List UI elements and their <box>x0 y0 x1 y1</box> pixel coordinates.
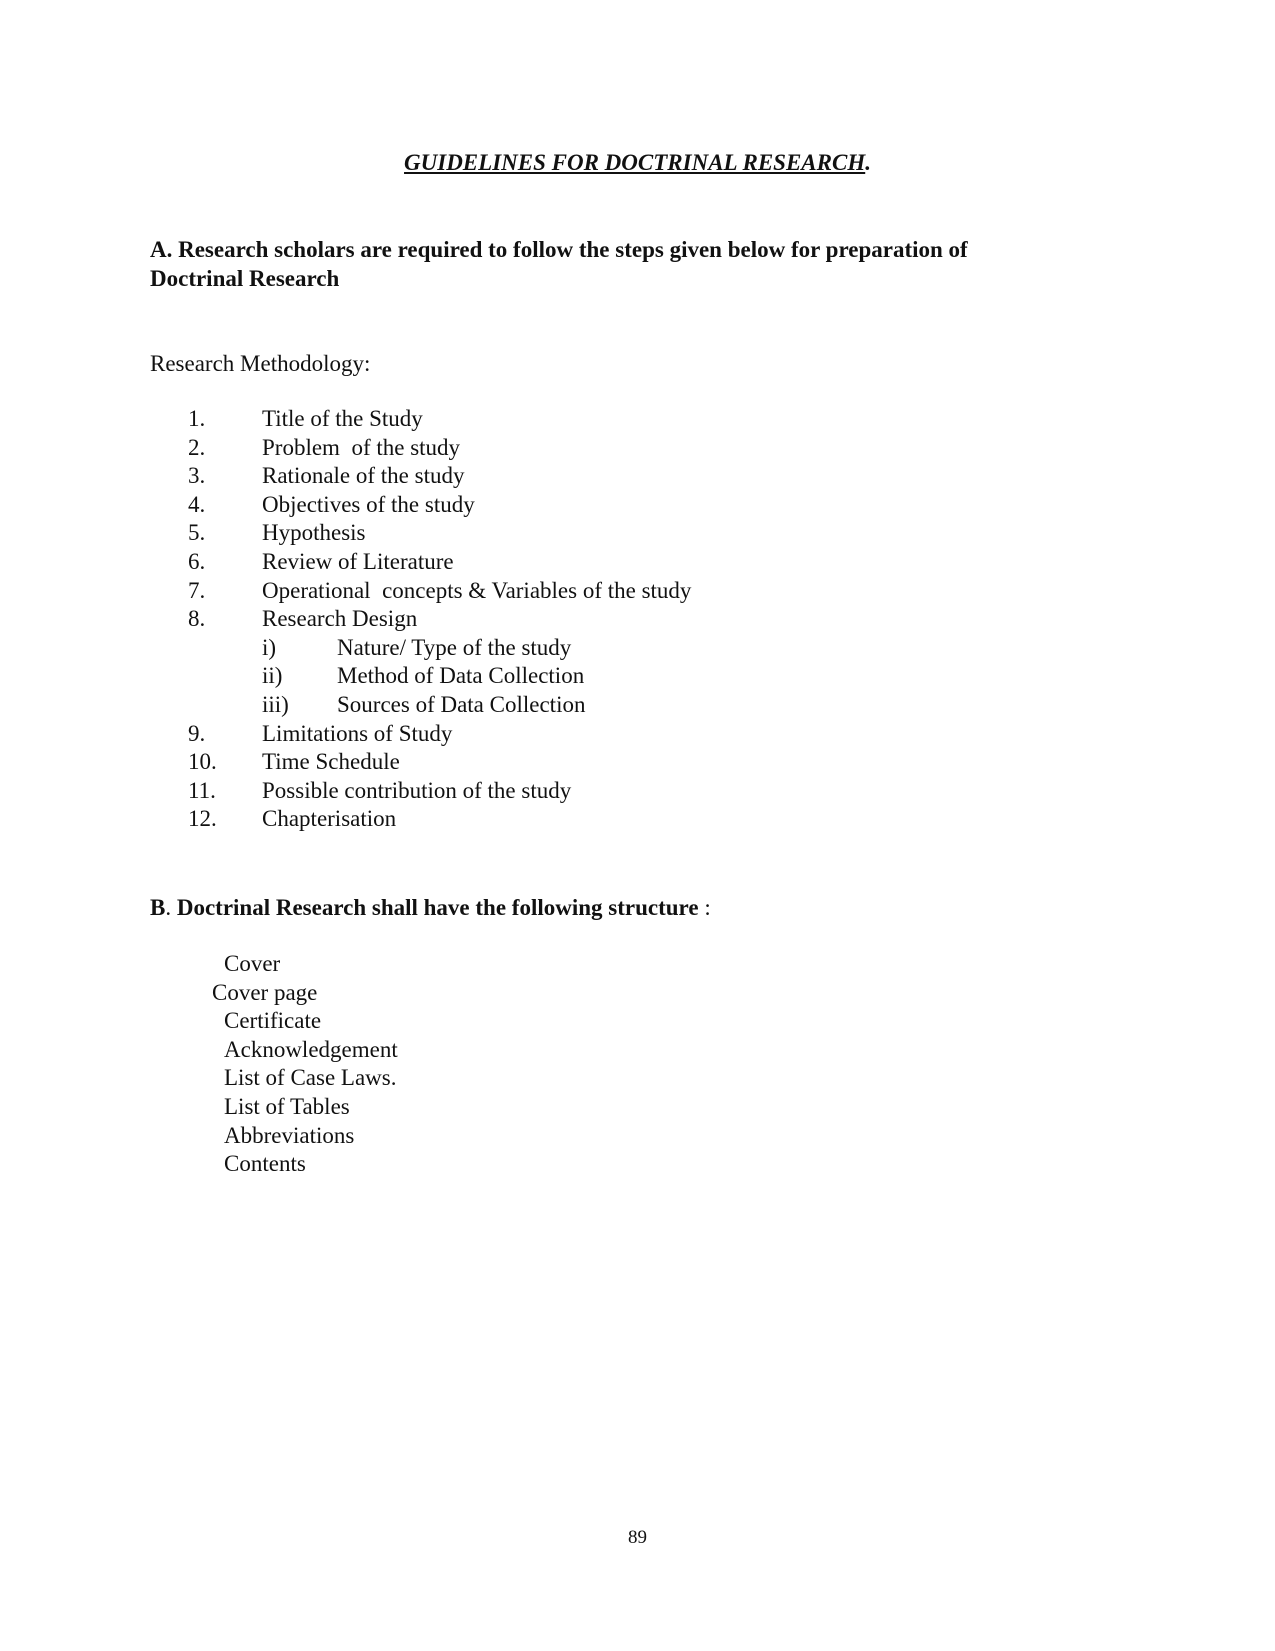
sub-list-item <box>188 662 1088 691</box>
page-title <box>0 148 1275 178</box>
section-a-heading-line-2: Doctrinal Research <box>150 266 340 291</box>
page-number: 89 <box>628 1527 647 1548</box>
sub-list-item-text: Nature/ Type of the study <box>337 634 572 660</box>
list-item <box>188 434 1088 463</box>
list-item-text: Review of Literature <box>262 548 454 574</box>
section-b-heading <box>150 893 711 922</box>
list-item-text: Rationale of the study <box>262 463 465 489</box>
list-item <box>188 405 1088 434</box>
list-item-number: 4. <box>188 491 206 517</box>
list-item <box>188 720 1088 749</box>
section-a-heading <box>150 235 1130 293</box>
list-item <box>188 462 1088 491</box>
list-item-text: Possible contribution of the study <box>262 777 572 803</box>
list-item-number: 7. <box>188 577 206 603</box>
list-item-number: 12. <box>188 806 217 832</box>
list-item-text: Research Design <box>262 606 418 632</box>
list-item-text: Chapterisation <box>262 806 397 832</box>
structure-item-cover: Cover <box>224 951 281 976</box>
structure-item-acknowledgement: Acknowledgement <box>224 1036 398 1062</box>
section-b-heading-text: Doctrinal Research shall have the following structure <box>176 895 699 920</box>
sub-list-item-text: Method of Data Collection <box>337 663 585 689</box>
list-item <box>188 577 1088 606</box>
structure-item-list-of-tables: List of Tables <box>224 1093 350 1119</box>
list-item <box>188 605 1088 634</box>
list-item-number: 10. <box>188 749 217 775</box>
list-item-number: 2. <box>188 434 206 460</box>
list-item <box>188 519 1088 548</box>
section-a-heading-line-1: A. Research scholars are required to follow the steps given below for preparation of <box>150 237 968 262</box>
list-item-text: Operational concepts & Variables of the study <box>262 577 692 603</box>
sub-list-item <box>188 691 1088 720</box>
list-item <box>188 548 1088 577</box>
page-title-text: GUIDELINES FOR DOCTRINAL RESEARCH <box>404 150 866 175</box>
structure-item-certificate: Certificate <box>224 1008 322 1034</box>
list-item-number: 8. <box>188 606 206 632</box>
sub-list-item <box>188 634 1088 663</box>
structure-item-list-of-case-laws: List of Case Laws. <box>224 1065 397 1091</box>
list-item <box>188 748 1088 777</box>
structure-item-abbreviations: Abbreviations <box>224 1122 355 1148</box>
list-item-number: 11. <box>188 777 216 803</box>
list-item-number: 6. <box>188 548 206 574</box>
list-item <box>188 777 1088 806</box>
list-item-text: Time Schedule <box>262 749 400 775</box>
research-methodology-label: Research Methodology: <box>150 351 371 376</box>
sub-list-item-number: ii) <box>262 663 283 689</box>
list-item <box>188 491 1088 520</box>
section-b-letter: B <box>150 895 166 920</box>
structure-item-contents: Contents <box>224 1151 306 1177</box>
sub-list-item-number: iii) <box>262 691 289 717</box>
structure-list <box>212 950 398 1179</box>
list-item-text: Problem of the study <box>262 434 461 460</box>
list-item-text: Objectives of the study <box>262 491 475 517</box>
structure-item-cover-page: Cover page <box>212 979 318 1005</box>
list-item-number: 5. <box>188 520 206 546</box>
methodology-steps-list <box>188 405 1088 834</box>
list-item-text: Hypothesis <box>262 520 366 546</box>
list-item-text: Title of the Study <box>262 406 423 431</box>
section-b-colon: : <box>698 895 711 920</box>
list-item-text: Limitations of Study <box>262 720 453 746</box>
page-title-period: . <box>865 150 871 175</box>
list-item <box>188 805 1088 834</box>
section-b-separator: . <box>165 895 177 920</box>
sub-list-item-number: i) <box>262 634 277 660</box>
list-item-number: 1. <box>188 406 206 431</box>
sub-list-item-text: Sources of Data Collection <box>337 691 586 717</box>
list-item-number: 3. <box>188 463 206 489</box>
list-item-number: 9. <box>188 720 206 746</box>
